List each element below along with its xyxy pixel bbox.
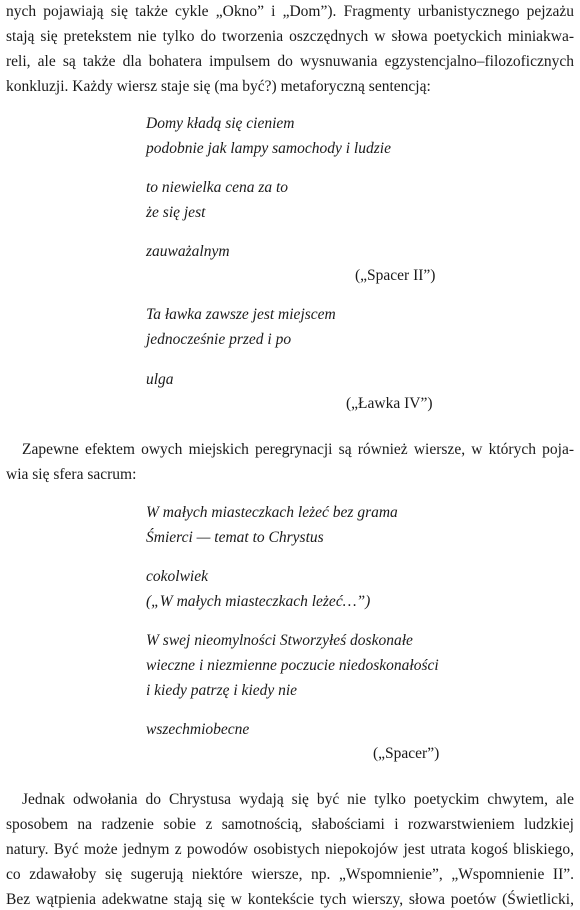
- verse-line: podobnie jak lampy samochody i ludzie: [146, 140, 391, 157]
- paragraph-line: konkluzji. Każdy wiersz staje się (ma być?) metaforyczną sentencją:: [6, 78, 431, 95]
- poem-citation: („Ławka IV”): [346, 395, 433, 412]
- verse-line: W małych miasteczkach leżeć bez grama: [146, 504, 398, 521]
- verse-line: Śmierci — temat to Chrystus: [146, 529, 324, 546]
- poem-citation: („Spacer II”): [355, 267, 436, 284]
- verse-line: Ta ławka zawsze jest miejscem: [146, 306, 336, 323]
- paragraph-line: stają się pretekstem nie tylko do tworzenia oszczędnych w słowa poetyckich miniakwa-: [6, 28, 574, 45]
- paragraph-line: co zdawałoby się sugerują niektóre wiersze, np. „Wspomnienie”, „Wspomnienie II”.: [6, 866, 574, 883]
- verse-line: to niewielka cena za to: [146, 179, 289, 196]
- verse-line: Domy kładą się cieniem: [146, 115, 295, 132]
- verse-line: ulga: [146, 371, 174, 388]
- verse-line: i kiedy patrzę i kiedy nie: [146, 682, 298, 699]
- poem-citation: („Spacer”): [373, 745, 440, 762]
- verse-line: cokolwiek: [146, 568, 208, 585]
- paragraph-line: nych pojawiają się także cykle „Okno” i „Dom”). Fragmenty urbanistycznego pejzażu: [6, 3, 574, 20]
- paragraph-line: natury. Być może jednym z powodów osobistych niepokojów jest utrata kogoś bliskiego,: [6, 841, 574, 858]
- verse-line: że się jest: [146, 204, 206, 221]
- verse-line: („W małych miasteczkach leżeć…”): [146, 593, 371, 610]
- paragraph-line: wia się sfera sacrum:: [6, 466, 137, 483]
- paragraph-line: reli, ale są także dla bohatera impulsem do wysnuwania egzystencjalno–filozoficznych: [6, 53, 574, 70]
- paragraph-line: Jednak odwołania do Chrystusa wydają się być nie tylko poetyckim chwytem, ale: [22, 791, 574, 808]
- verse-line: zauważalnym: [146, 243, 230, 260]
- paragraph-line: Bez wątpienia adekwatne stają się w kontekście tych wierszy, słowa poetów (Świetlicki,: [6, 891, 574, 908]
- verse-line: W swej nieomylności Stworzyłeś doskonałe: [146, 632, 413, 649]
- verse-line: wieczne i niezmienne poczucie niedoskonałości: [146, 657, 439, 674]
- paragraph-line: sposobem na radzenie sobie z samotnością, słabościami i rozwarstwieniem ludzkiej: [6, 816, 574, 833]
- paragraph-line: Zapewne efektem owych miejskich peregrynacji są również wiersze, w których poja-: [22, 441, 574, 458]
- verse-line: jednocześnie przed i po: [146, 331, 292, 348]
- verse-line: wszechmiobecne: [146, 721, 250, 738]
